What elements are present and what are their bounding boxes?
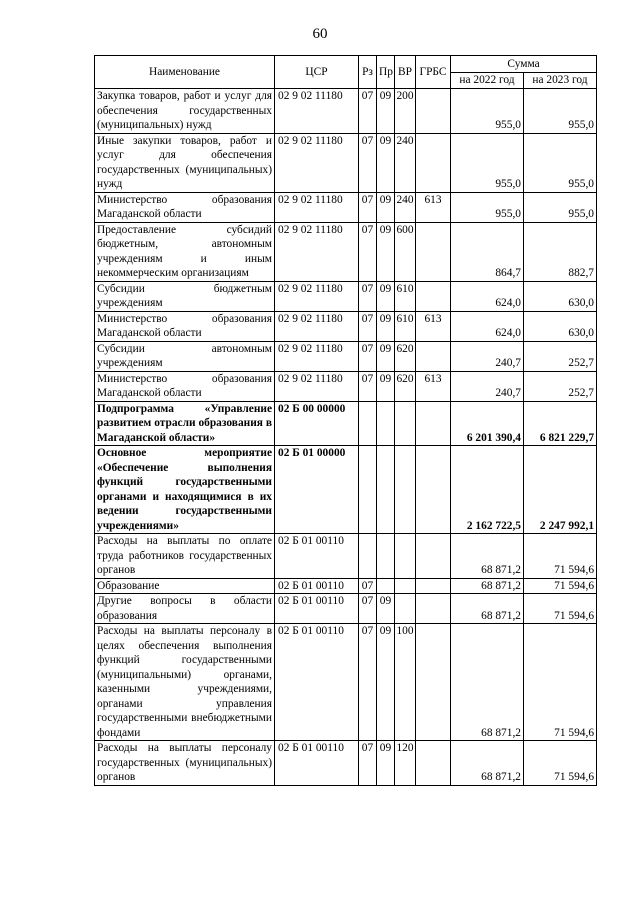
- cell-csr: 02 9 02 11180: [275, 222, 359, 281]
- cell-name: Субсидии автономным учреждениям: [95, 341, 275, 371]
- cell-sum-2023: 71 594,6: [524, 534, 597, 579]
- cell-sum-2022: 624,0: [451, 281, 524, 311]
- cell-csr: 02 9 02 11180: [275, 89, 359, 134]
- cell-name: Основное мероприятие «Обеспечение выполнения функций государственными органами и находящимися в их ведении государственными учреждениями»: [95, 446, 275, 534]
- cell-pr: 09: [377, 371, 395, 401]
- cell-grbs: [416, 133, 451, 192]
- cell-sum-2022: 240,7: [451, 371, 524, 401]
- cell-rz: [359, 446, 377, 534]
- table-row: [95, 222, 597, 281]
- cell-csr: 02 Б 01 00110: [275, 594, 359, 624]
- cell-csr: 02 Б 01 00110: [275, 534, 359, 579]
- cell-sum-2022: 955,0: [451, 89, 524, 134]
- cell-sum-2022: 68 871,2: [451, 578, 524, 594]
- header-year-2022: на 2022 год: [451, 72, 524, 89]
- cell-sum-2023: 252,7: [524, 371, 597, 401]
- header-vr: ВР: [395, 56, 416, 89]
- cell-vr: 120: [395, 741, 416, 786]
- cell-sum-2022: 68 871,2: [451, 624, 524, 741]
- table-row: [95, 281, 597, 311]
- table-row: [95, 311, 597, 341]
- cell-vr: [395, 401, 416, 446]
- header-grbs: ГРБС: [416, 56, 451, 89]
- cell-sum-2022: 955,0: [451, 133, 524, 192]
- cell-sum-2023: 955,0: [524, 89, 597, 134]
- table-row: [95, 534, 597, 579]
- cell-pr: 09: [377, 133, 395, 192]
- table-row: [95, 446, 597, 534]
- cell-vr: 240: [395, 133, 416, 192]
- cell-name: Расходы на выплаты по оплате труда работников государственных органов: [95, 534, 275, 579]
- cell-name: Закупка товаров, работ и услуг для обеспечения государственных (муниципальных) нужд: [95, 89, 275, 134]
- cell-rz: 07: [359, 371, 377, 401]
- cell-pr: 09: [377, 192, 395, 222]
- cell-rz: 07: [359, 281, 377, 311]
- cell-sum-2023: 955,0: [524, 133, 597, 192]
- cell-sum-2023: 71 594,6: [524, 741, 597, 786]
- cell-grbs: [416, 89, 451, 134]
- cell-grbs: [416, 222, 451, 281]
- cell-csr: 02 Б 01 00110: [275, 624, 359, 741]
- cell-pr: [377, 446, 395, 534]
- cell-rz: [359, 401, 377, 446]
- header-year-2023: на 2023 год: [524, 72, 597, 89]
- cell-name: Образование: [95, 578, 275, 594]
- cell-grbs: [416, 594, 451, 624]
- cell-grbs: [416, 534, 451, 579]
- header-sum: Сумма: [451, 56, 597, 73]
- cell-sum-2022: 68 871,2: [451, 594, 524, 624]
- cell-sum-2022: 68 871,2: [451, 534, 524, 579]
- cell-grbs: [416, 578, 451, 594]
- table-header-row: [95, 56, 597, 73]
- cell-sum-2022: 6 201 390,4: [451, 401, 524, 446]
- cell-pr: [377, 578, 395, 594]
- cell-vr: 600: [395, 222, 416, 281]
- cell-name: Другие вопросы в области образования: [95, 594, 275, 624]
- cell-name: Подпрограмма «Управление развитием отрасли образования в Магаданской области»: [95, 401, 275, 446]
- cell-pr: 09: [377, 341, 395, 371]
- cell-csr: 02 Б 01 00000: [275, 446, 359, 534]
- cell-sum-2023: 252,7: [524, 341, 597, 371]
- cell-sum-2023: 6 821 229,7: [524, 401, 597, 446]
- cell-sum-2022: 864,7: [451, 222, 524, 281]
- cell-grbs: [416, 446, 451, 534]
- budget-table: [94, 55, 597, 786]
- cell-rz: 07: [359, 341, 377, 371]
- table-row: [95, 594, 597, 624]
- header-name: Наименование: [95, 56, 275, 89]
- cell-rz: 07: [359, 222, 377, 281]
- cell-rz: 07: [359, 89, 377, 134]
- cell-name: Субсидии бюджетным учреждениям: [95, 281, 275, 311]
- cell-csr: 02 9 02 11180: [275, 192, 359, 222]
- cell-pr: [377, 401, 395, 446]
- cell-pr: 09: [377, 594, 395, 624]
- cell-grbs: [416, 741, 451, 786]
- cell-grbs: [416, 624, 451, 741]
- cell-rz: 07: [359, 133, 377, 192]
- cell-sum-2023: 630,0: [524, 311, 597, 341]
- cell-csr: 02 9 02 11180: [275, 281, 359, 311]
- cell-name: Расходы на выплаты персоналу государственных (муниципальных) органов: [95, 741, 275, 786]
- cell-csr: 02 9 02 11180: [275, 311, 359, 341]
- table-row: [95, 371, 597, 401]
- cell-vr: [395, 578, 416, 594]
- cell-rz: [359, 534, 377, 579]
- cell-sum-2023: 71 594,6: [524, 594, 597, 624]
- page-number: 60: [312, 26, 328, 42]
- header-csr: ЦСР: [275, 56, 359, 89]
- cell-rz: 07: [359, 578, 377, 594]
- cell-vr: 610: [395, 281, 416, 311]
- cell-name: Министерство образования Магаданской области: [95, 311, 275, 341]
- cell-sum-2023: 71 594,6: [524, 578, 597, 594]
- header-rz: Рз: [359, 56, 377, 89]
- cell-pr: 09: [377, 741, 395, 786]
- cell-vr: 100: [395, 624, 416, 741]
- table-row: [95, 741, 597, 786]
- cell-csr: 02 Б 01 00110: [275, 578, 359, 594]
- cell-sum-2022: 240,7: [451, 341, 524, 371]
- cell-vr: [395, 594, 416, 624]
- cell-name: Иные закупки товаров, работ и услуг для обеспечения государственных (муниципальных) нужд: [95, 133, 275, 192]
- cell-grbs: 613: [416, 311, 451, 341]
- cell-name: Расходы на выплаты персоналу в целях обеспечения выполнения функций государственными (муниципальными) органами, казенными учреждениями, органами управления государственными внебюджетными фондами: [95, 624, 275, 741]
- cell-sum-2022: 624,0: [451, 311, 524, 341]
- cell-sum-2022: 68 871,2: [451, 741, 524, 786]
- cell-grbs: [416, 401, 451, 446]
- cell-sum-2022: 2 162 722,5: [451, 446, 524, 534]
- cell-csr: 02 Б 00 00000: [275, 401, 359, 446]
- table-body: [95, 89, 597, 786]
- cell-pr: 09: [377, 222, 395, 281]
- cell-vr: 200: [395, 89, 416, 134]
- cell-grbs: [416, 341, 451, 371]
- cell-csr: 02 Б 01 00110: [275, 741, 359, 786]
- cell-name: Министерство образования Магаданской области: [95, 192, 275, 222]
- cell-pr: 09: [377, 624, 395, 741]
- cell-grbs: [416, 281, 451, 311]
- cell-pr: 09: [377, 89, 395, 134]
- cell-rz: 07: [359, 594, 377, 624]
- cell-vr: 620: [395, 371, 416, 401]
- cell-sum-2023: 71 594,6: [524, 624, 597, 741]
- cell-pr: 09: [377, 311, 395, 341]
- cell-vr: 240: [395, 192, 416, 222]
- cell-csr: 02 9 02 11180: [275, 341, 359, 371]
- table-row: [95, 192, 597, 222]
- cell-vr: 620: [395, 341, 416, 371]
- cell-name: Министерство образования Магаданской области: [95, 371, 275, 401]
- table-row: [95, 341, 597, 371]
- cell-grbs: 613: [416, 192, 451, 222]
- table-row: [95, 578, 597, 594]
- cell-sum-2023: 882,7: [524, 222, 597, 281]
- cell-vr: 610: [395, 311, 416, 341]
- cell-csr: 02 9 02 11180: [275, 371, 359, 401]
- cell-sum-2023: 955,0: [524, 192, 597, 222]
- cell-name: Предоставление субсидий бюджетным, автономным учреждениям и иным некоммерческим организациям: [95, 222, 275, 281]
- cell-rz: 07: [359, 741, 377, 786]
- cell-sum-2023: 2 247 992,1: [524, 446, 597, 534]
- cell-pr: [377, 534, 395, 579]
- cell-vr: [395, 446, 416, 534]
- table-row: [95, 89, 597, 134]
- cell-pr: 09: [377, 281, 395, 311]
- cell-rz: 07: [359, 624, 377, 741]
- header-pr: Пр: [377, 56, 395, 89]
- table-row: [95, 624, 597, 741]
- table-row: [95, 401, 597, 446]
- cell-csr: 02 9 02 11180: [275, 133, 359, 192]
- cell-sum-2022: 955,0: [451, 192, 524, 222]
- cell-rz: 07: [359, 311, 377, 341]
- cell-vr: [395, 534, 416, 579]
- cell-sum-2023: 630,0: [524, 281, 597, 311]
- cell-rz: 07: [359, 192, 377, 222]
- cell-grbs: 613: [416, 371, 451, 401]
- table-row: [95, 133, 597, 192]
